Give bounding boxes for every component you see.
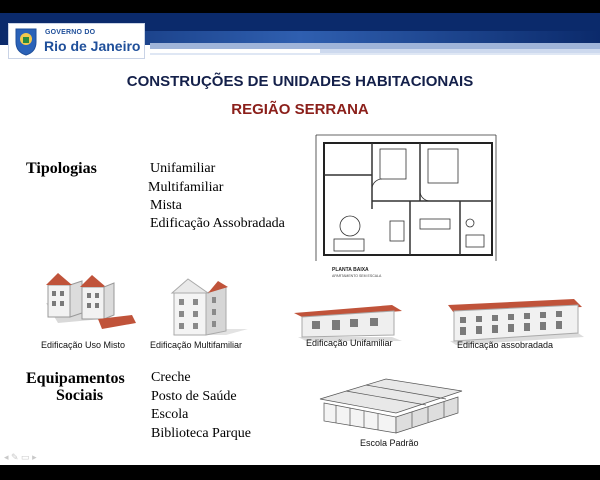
equipamento-item: Escola <box>151 407 189 422</box>
logo-line1: GOVERNO DO <box>45 29 96 36</box>
building-row-house-image <box>446 297 586 345</box>
tipologia-item: Mista <box>150 198 182 213</box>
logo-line2: Rio de Janeiro <box>44 38 141 54</box>
equipamentos-heading-line1: Equipamentos <box>26 370 125 387</box>
tipologia-item: Unifamiliar <box>150 161 216 176</box>
equipamento-item: Biblioteca Parque <box>151 426 251 441</box>
school-caption: Escola Padrão <box>360 438 419 448</box>
school-building-image <box>316 369 466 437</box>
slide <box>0 13 600 465</box>
tipologias-heading: Tipologias <box>26 160 97 177</box>
building-caption: Edificação Uso Misto <box>41 340 126 350</box>
plan-sublabel: APARTAMENTO SEM ESCALA <box>332 274 382 278</box>
tipologia-item: Edificação Assobradada <box>150 216 285 231</box>
building-caption: Edificação assobradada <box>457 340 554 350</box>
equipamento-item: Creche <box>151 370 191 385</box>
slideshow-controls[interactable]: ◂ ✎ ▭ ▸ <box>4 452 37 462</box>
building-multifamily-image <box>166 275 252 343</box>
building-mixed-use-image <box>42 267 138 339</box>
equipamentos-heading-line2: Sociais <box>56 387 104 404</box>
building-caption: Edificação Multifamiliar <box>150 340 243 350</box>
slide-subtitle: REGIÃO SERRANA <box>231 101 369 118</box>
coat-of-arms-icon <box>12 26 40 56</box>
building-caption: Edificação Unifamiliar <box>306 338 393 348</box>
tipologia-item: Multifamiliar <box>148 180 224 195</box>
government-logo <box>8 23 145 59</box>
equipamento-item: Posto de Saúde <box>151 389 237 404</box>
building-single-family-image <box>292 299 404 343</box>
plan-label: PLANTA BAIXA <box>332 267 369 273</box>
floor-plan-image <box>310 131 502 281</box>
slide-title: CONSTRUÇÕES DE UNIDADES HABITACIONAIS <box>126 73 474 90</box>
